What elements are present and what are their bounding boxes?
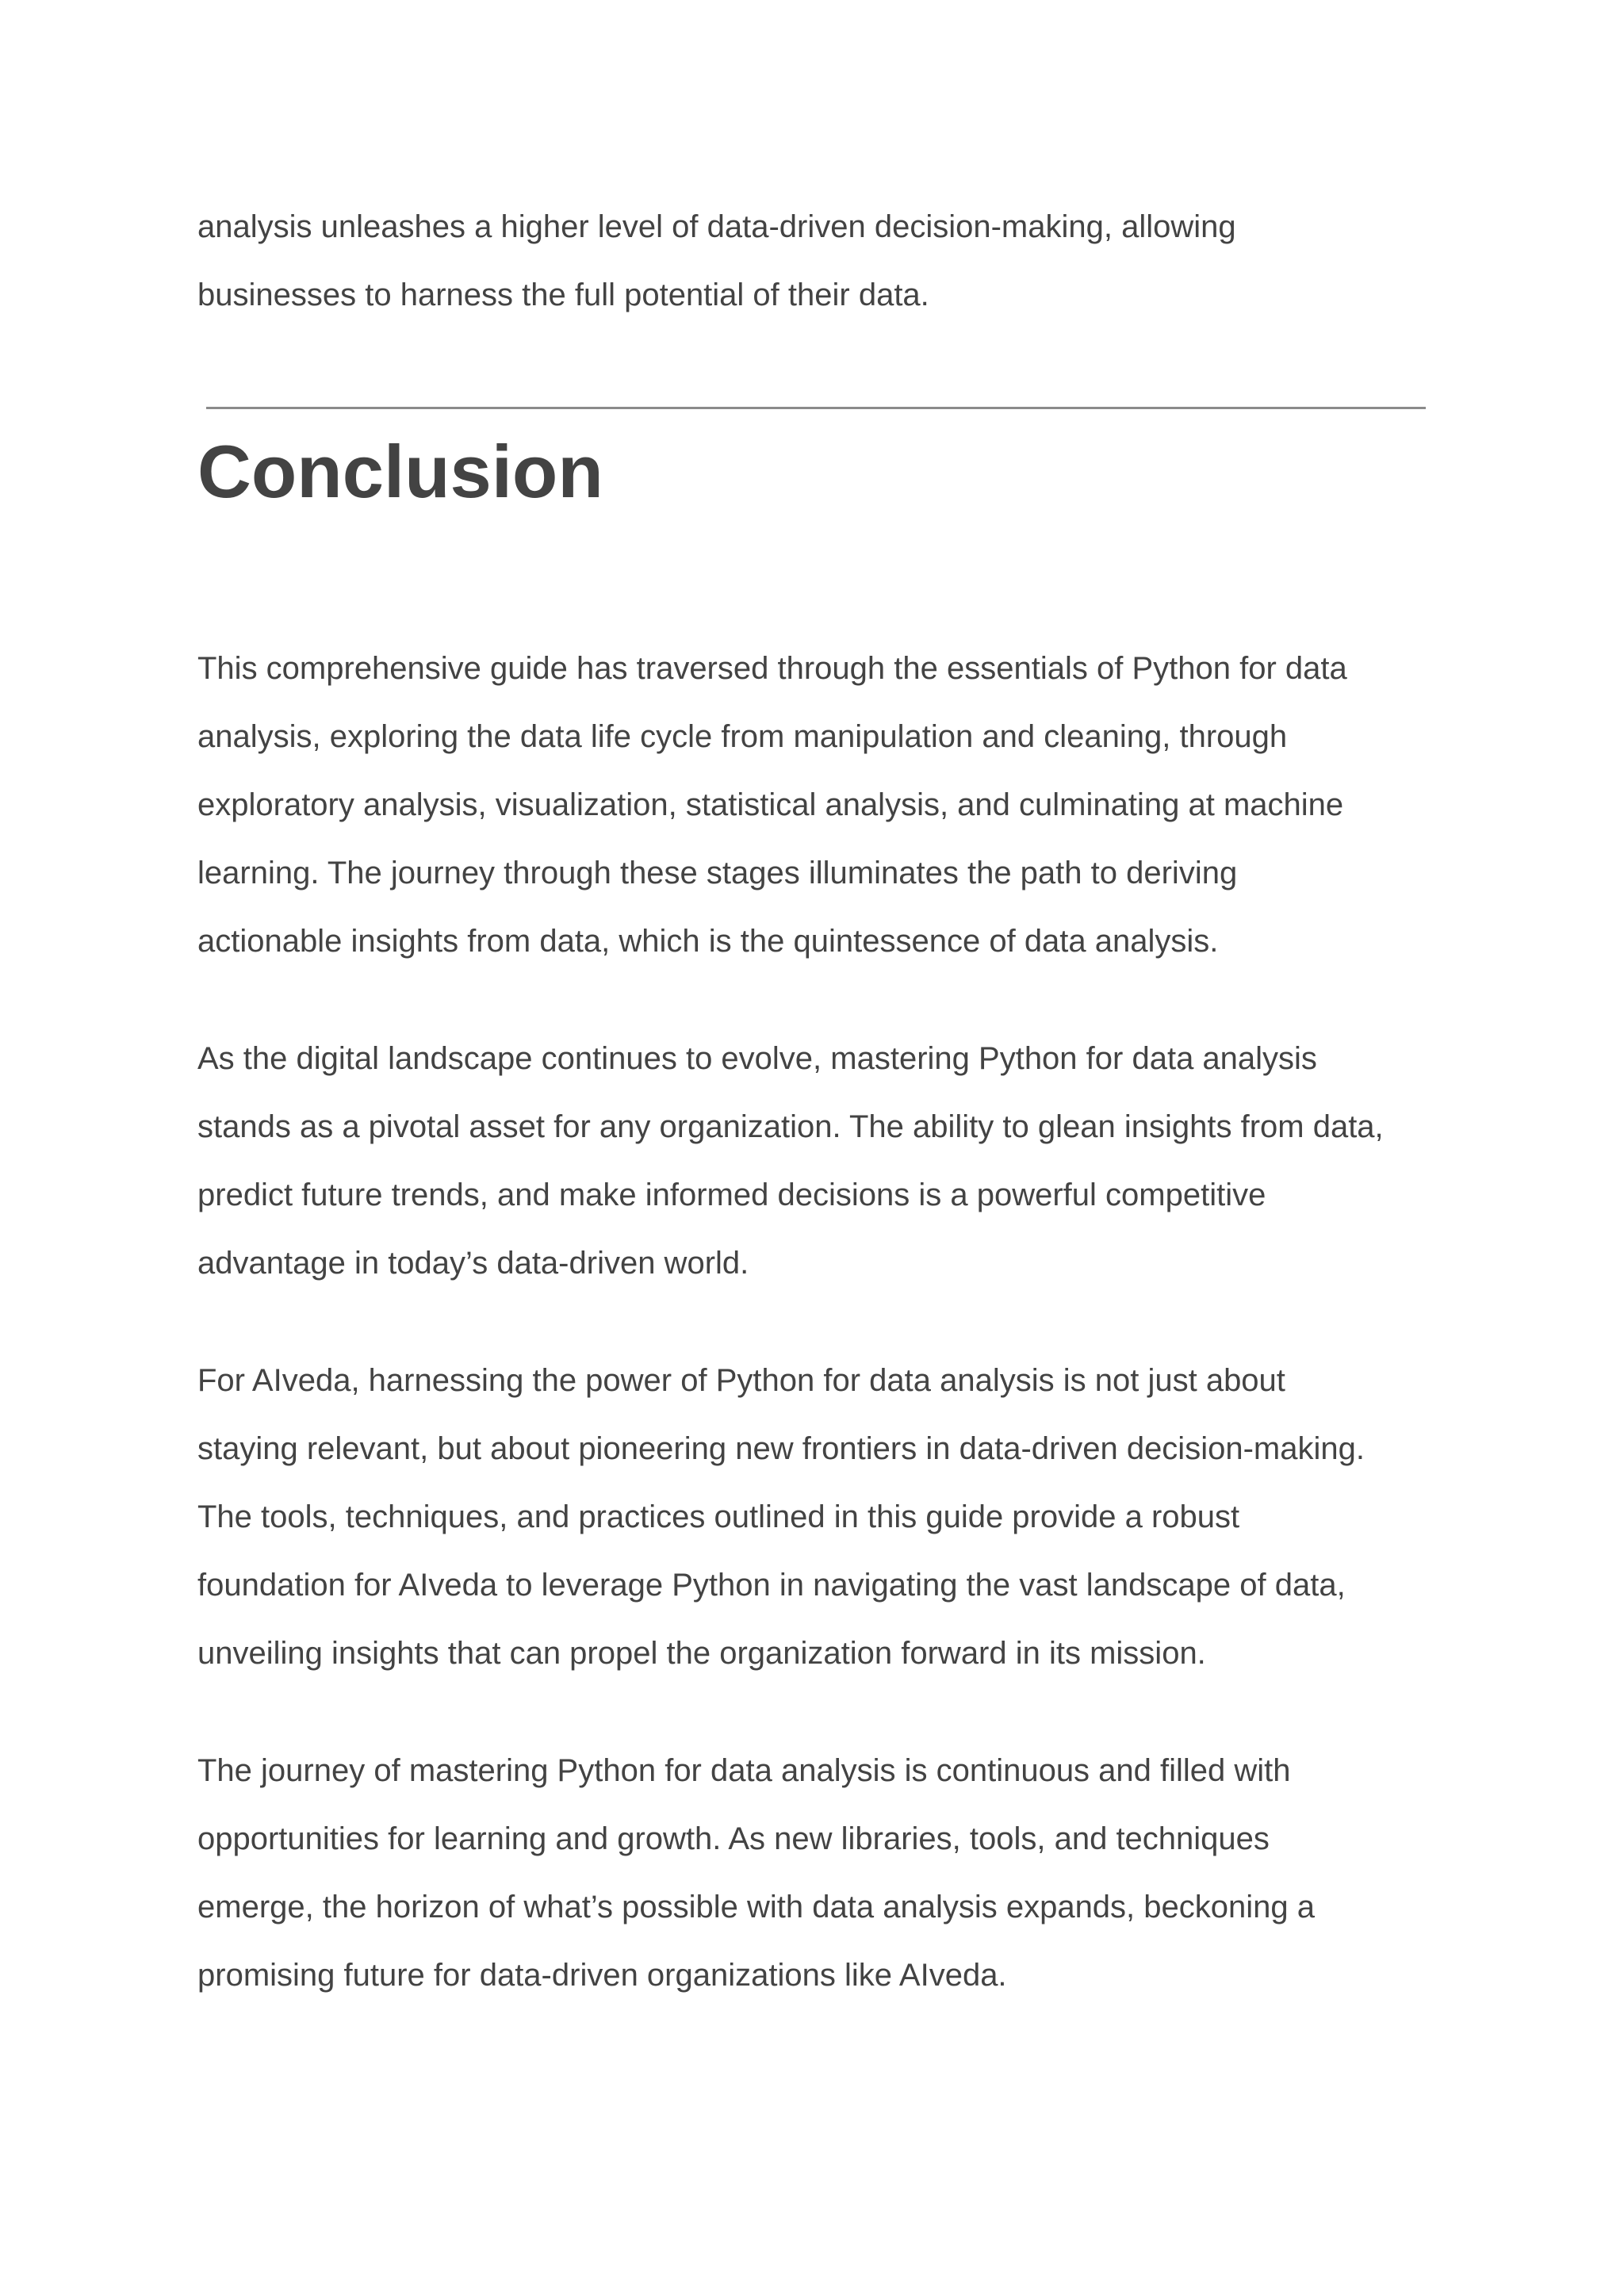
paragraph-line: staying relevant, but about pioneering new frontiers in data-driven decision-making. bbox=[197, 1431, 1365, 1466]
paragraph-line: analysis, exploring the data life cycle from manipulation and cleaning, through bbox=[197, 719, 1288, 754]
conclusion-body bbox=[197, 634, 1434, 2009]
conclusion-paragraph-1 bbox=[197, 634, 1434, 975]
intro-paragraph bbox=[197, 193, 1434, 329]
paragraph-line: learning. The journey through these stages illuminates the path to deriving bbox=[197, 856, 1238, 890]
conclusion-paragraph-4 bbox=[197, 1737, 1434, 2009]
paragraph-line: promising future for data-driven organizations like AIveda. bbox=[197, 1958, 1007, 1993]
paragraph-line: actionable insights from data, which is the quintessence of data analysis. bbox=[197, 924, 1219, 959]
paragraph-line: For AIveda, harnessing the power of Python for data analysis is not just about bbox=[197, 1363, 1285, 1398]
paragraph-line: This comprehensive guide has traversed through the essentials of Python for data bbox=[197, 651, 1347, 686]
section-divider bbox=[206, 407, 1426, 409]
paragraph-line: foundation for AIveda to leverage Python in navigating the vast landscape of data, bbox=[197, 1568, 1346, 1603]
paragraph-line: predict future trends, and make informed decisions is a powerful competitive bbox=[197, 1178, 1266, 1212]
paragraph-line: opportunities for learning and growth. As new libraries, tools, and techniques bbox=[197, 1821, 1270, 1856]
section-heading: Conclusion bbox=[197, 430, 603, 513]
paragraph-line: As the digital landscape continues to evolve, mastering Python for data analysis bbox=[197, 1041, 1317, 1076]
paragraph-line: advantage in today’s data-driven world. bbox=[197, 1246, 749, 1281]
conclusion-paragraph-2 bbox=[197, 1024, 1434, 1297]
conclusion-paragraph-3 bbox=[197, 1346, 1434, 1687]
paragraph-line: emerge, the horizon of what’s possible with data analysis expands, beckoning a bbox=[197, 1890, 1316, 1924]
intro-line: businesses to harness the full potential of their data. bbox=[197, 278, 929, 312]
paragraph-line: unveiling insights that can propel the organization forward in its mission. bbox=[197, 1636, 1206, 1671]
paragraph-line: The journey of mastering Python for data analysis is continuous and filled with bbox=[197, 1753, 1291, 1788]
paragraph-line: The tools, techniques, and practices outlined in this guide provide a robust bbox=[197, 1499, 1240, 1534]
intro-text bbox=[197, 193, 1434, 329]
intro-line: analysis unleashes a higher level of data-driven decision-making, allowing bbox=[197, 209, 1236, 244]
paragraph-line: exploratory analysis, visualization, statistical analysis, and culminating at machine bbox=[197, 787, 1344, 822]
paragraph-line: stands as a pivotal asset for any organization. The ability to glean insights from data, bbox=[197, 1109, 1384, 1144]
